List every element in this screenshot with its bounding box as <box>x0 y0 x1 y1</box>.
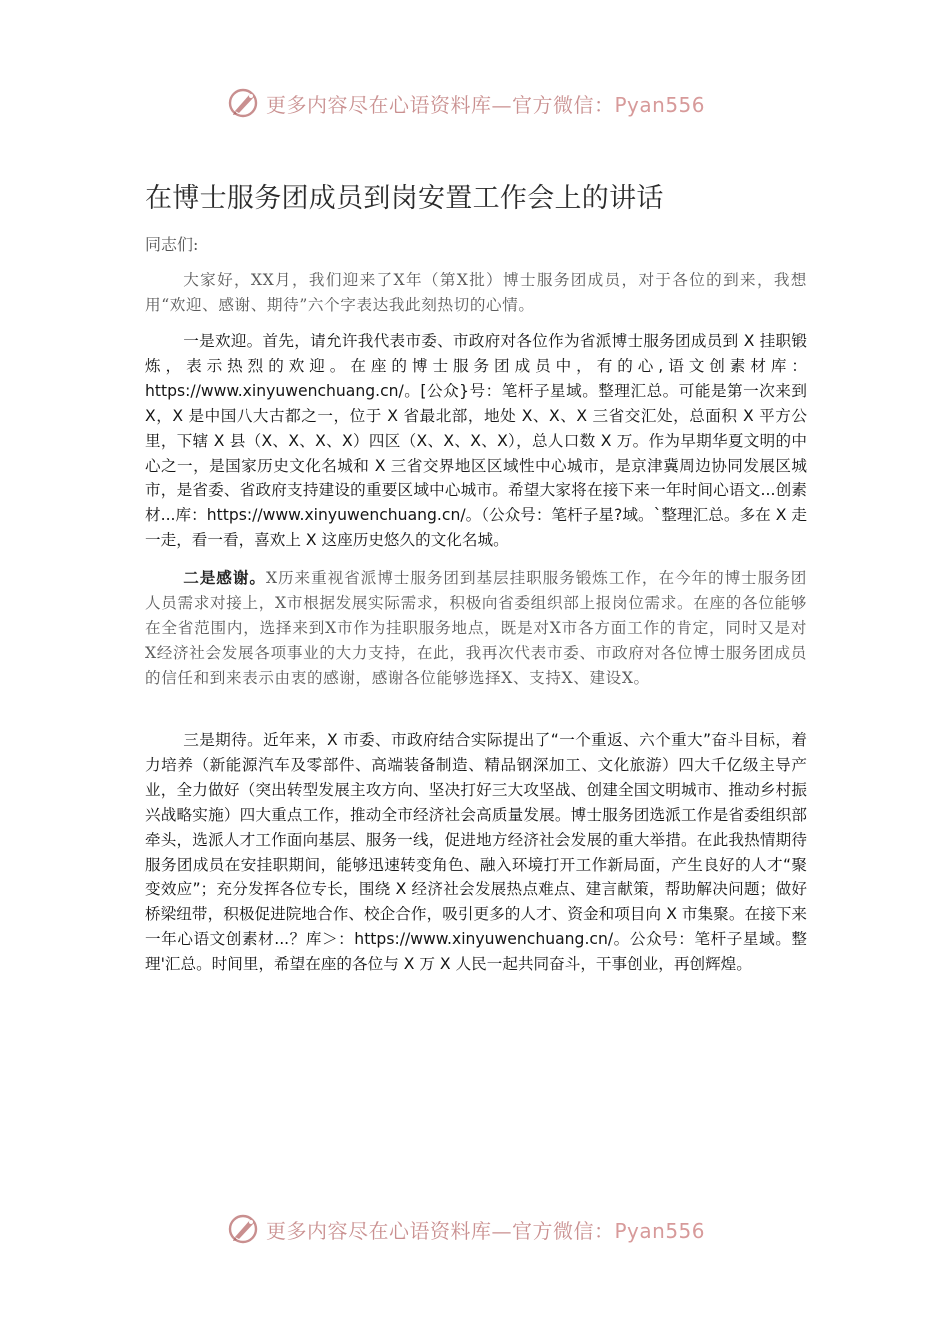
pen-logo-icon <box>226 1211 262 1247</box>
paragraph-intro: 大家好，XX月，我们迎来了X年（第X批）博士服务团成员，对于各位的到来，我想用“欢迎、感谢、期待”六个字表达我此刻热切的心情。 <box>145 271 807 314</box>
paragraph-thanks: 二是感谢。X历来重视省派博士服务团到基层挂职服务锻炼工作，在今年的博士服务团人员需求对接上，X市根据发展实际需求，积极向省委组织部上报岗位需求。在座的各位能够在全省范围内，选择来到X市作为挂职服务地点，既是对X市各方面工作的肯定，同时又是对X经济社会发展各项事业的大力支持，在此，我再次代表市委、市政府对各位博士服务团成员的信任和到来表示由衷的感谢，感谢各位能够选择X、支持X、建设X。 <box>145 568 807 687</box>
wechat-id: Pyan556 <box>614 1218 706 1243</box>
wechat-id: Pyan556 <box>614 92 706 117</box>
banner-text: 更多内容尽在心语资料库—官方微信：Pyan556 <box>266 92 706 117</box>
paragraph-lead: 二是感谢。 <box>183 568 266 587</box>
footer-banner <box>226 1209 705 1249</box>
banner-text: 更多内容尽在心语资料库—官方微信：Pyan556 <box>266 1218 706 1243</box>
paragraph-welcome: 一是欢迎。首先，请允许我代表市委、市政府对各位作为省派博士服务团成员到 X 挂职锻炼，表示热烈的欢迎。在座的博士服务团成员中，有的心,语文创素材库：https://www.xinyuwenchuang.cn/。[公众}号：笔杆子星域。整理汇总。可能是第一次来到 X，X 是中国八大古都之一，位于 X 省最北部，地处 X、X、X 三省交汇处，总面积 X 平方公里，下辖 X 县（X、X、X、X）四区（X、X、X、X），总人口数 X 万。作为早期华夏文明的中心之一，是国家历史文化名城和 X 三省交界地区区域性中心城市，是京津冀周边协同发展区城市，是省委、省政府支持建设的重要区域中心城市。希望大家将在接下来一年时间心语文...创素材...库：https://www.xinyuwenchuang.cn/。（公众号：笔杆子星?域。`整理汇总。多在 X 走一走，看一看，喜欢上 X 这座历史悠久的文化名城。 <box>145 332 807 550</box>
paragraph-expectation: 三是期待。近年来，X 市委、市政府结合实际提出了“一个重返、六个重大”奋斗目标，着力培养（新能源汽车及零部件、高端装备制造、精品钢深加工、文化旅游）四大千亿级主导产业，全力做好（突出转型发展主攻方向、坚决打好三大攻坚战、创建全国文明城市、推动乡村振兴战略实施）四大重点工作，推动全市经济社会高质量发展。博士服务团选派工作是省委组织部牵头，选派人才工作面向基层、服务一线，促进地方经济社会发展的重大举措。在此我热情期待服务团成员在安挂职期间，能够迅速转变角色、融入环境打开工作新局面，产生良好的人才“聚变效应”；充分发挥各位专长，围绕 X 经济社会发展热点难点、建言献策，帮助解决问题；做好桥梁纽带，积极促进院地合作、校企合作，吸引更多的人才、资金和项目向 X 市集聚。在接下来一年心语文创素材...？库＞：https://www.xinyuwenchuang.cn/。公众号：笔杆子星域。整理'汇总。时间里，希望在座的各位与 X 万 X 人民一起共同奋斗，干事创业，再创辉煌。 <box>145 731 807 974</box>
header-banner <box>226 83 705 123</box>
pen-logo-icon <box>226 85 262 121</box>
page-title: 在博士服务团成员到岗安置工作会上的讲话 <box>145 183 664 214</box>
greeting: 同志们: <box>145 235 199 254</box>
